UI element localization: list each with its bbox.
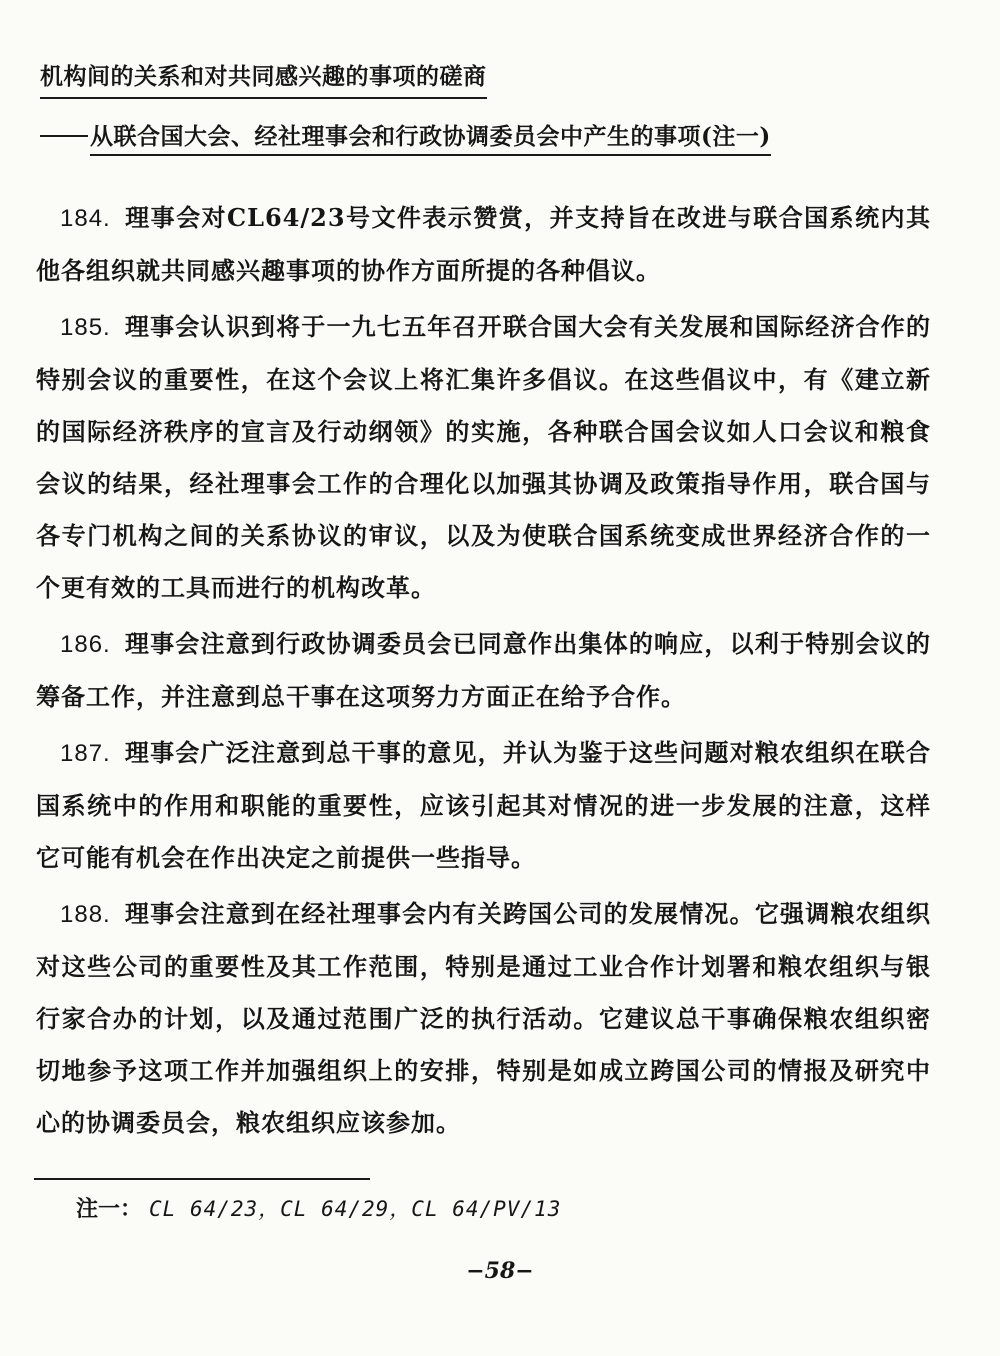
paragraph-number: 184. — [60, 205, 111, 232]
subheading-dash — [40, 135, 88, 137]
paragraph-number: 187. — [60, 740, 111, 767]
paragraph-184 — [36, 192, 931, 297]
paragraph-186 — [36, 618, 931, 723]
paragraph-list — [36, 192, 931, 1153]
paragraph-text: 理事会认识到将于一九七五年召开联合国大会有关发展和国际经济合作的特别会议的重要性，在这个会议上将汇集许多倡议。在这些倡议中，有《建立新的国际经济秩序的宣言及行动纲领》的实施，各种联合国会议如人口会议和粮食会议的结果，经社理事会工作的合理化以加强其协调及政策指导作用，联合国与各专门机构之间的关系协议的审议，以及为使联合国系统变成世界经济合作的一个更有效的工具而进行的机构改革。 — [36, 312, 931, 602]
subheading-text: 从联合国大会、经社理事会和行政协调委员会中产生的事项(注一) — [90, 123, 771, 156]
paragraph-text: 理事会注意到在经社理事会内有关跨国公司的发展情况。它强调粮农组织对这些公司的重要性及其工作范围，特别是通过工业合作计划署和粮农组织与银行家合办的计划，以及通过范围广泛的执行活动。它建议总干事确保粮农组织密切地参予这项工作并加强组织上的安排，特别是如成立跨国公司的情报及研究中心的协调委员会，粮农组织应该参加。 — [36, 899, 931, 1137]
paragraph-text: 理事会注意到行政协调委员会已同意作出集体的响应，以利于特别会议的筹备工作，并注意到总干事在这项努力方面正在给予合作。 — [36, 629, 931, 711]
footnote-label: 注一： — [76, 1196, 143, 1222]
paragraph-number: 185. — [60, 314, 111, 341]
footnote — [76, 1192, 561, 1223]
footnote-references: CL 64/23，CL 64/29，CL 64/PV/13 — [149, 1197, 562, 1221]
paragraph-188 — [36, 888, 931, 1149]
document-heading: 机构间的关系和对共同感兴趣的事项的磋商 — [40, 58, 487, 99]
page-number: −58− — [466, 1258, 534, 1284]
paragraph-187 — [36, 727, 931, 884]
document-subheading — [40, 118, 771, 151]
paragraph-185 — [36, 301, 931, 614]
footnote-divider — [34, 1178, 370, 1180]
paragraph-number: 188. — [60, 901, 111, 928]
paragraph-number: 186. — [60, 631, 111, 658]
paragraph-text: 理事会广泛注意到总干事的意见，并认为鉴于这些问题对粮农组织在联合国系统中的作用和职能的重要性，应该引起其对情况的进一步发展的注意，这样它可能有机会在作出决定之前提供一些指导。 — [36, 738, 931, 872]
paragraph-text: 理事会对CL64/23号文件表示赞赏，并支持旨在改进与联合国系统内其他各组织就共同感兴趣事项的协作方面所提的各种倡议。 — [36, 203, 931, 285]
